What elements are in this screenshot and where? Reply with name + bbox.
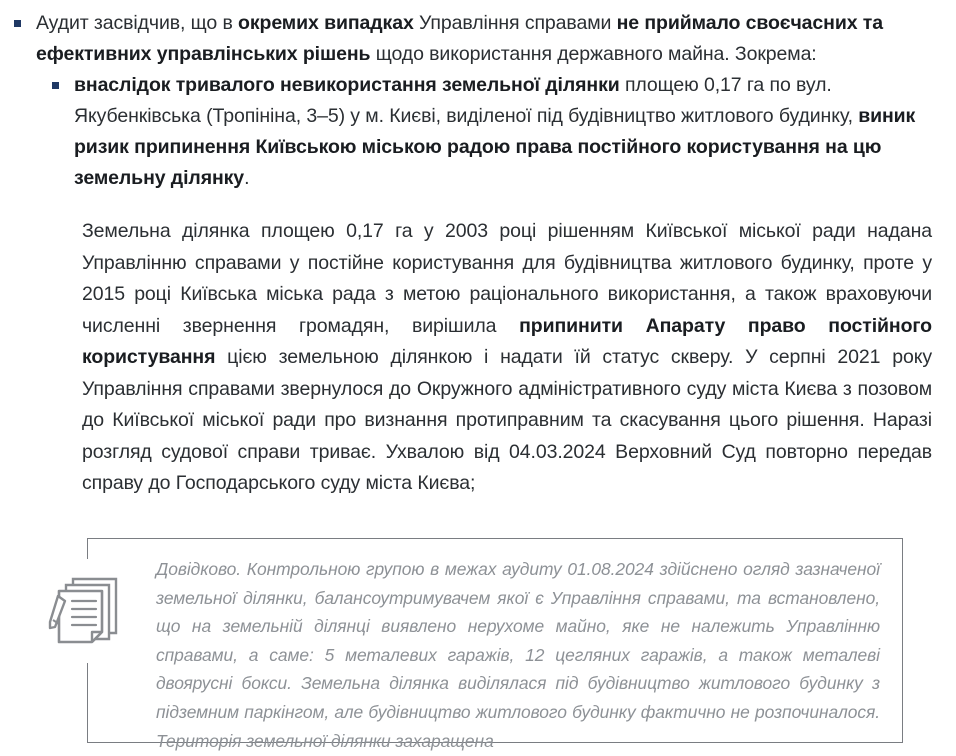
bullet-item-level2 bbox=[0, 70, 956, 194]
documents-with-pen-icon bbox=[36, 559, 140, 663]
bullet-level2-text: внаслідок тривалого невикористання земельної ділянки площею 0,17 га по вул. Якубенківська (Тропініна, 3–5) у м. Києві, виділеної під будівництво житлового будинку, виник ризик припинення Київською міською радою права постійного користування на цю земельну ділянку. bbox=[74, 74, 916, 189]
reference-note-text bbox=[156, 555, 880, 755]
square-bullet-icon bbox=[14, 20, 21, 27]
bullet-level1-text: Аудит засвідчив, що в окремих випадках Управління справами не приймало своєчасних та ефективних управлінських рішень щодо використання державного майна. Зокрема: bbox=[36, 12, 883, 65]
body-paragraph-block bbox=[0, 194, 956, 500]
reference-note-label: Довідково. bbox=[156, 559, 242, 579]
bullet-item-level1 bbox=[0, 0, 956, 70]
body-paragraph-text: Земельна ділянка площею 0,17 га у 2003 році рішенням Київської міської ради надана Управлінню справами у постійне користування для будівництва житлового будинку, проте у 2015 році Київська міська рада з метою раціонального використання, а також враховуючи численні звернення громадян, вирішила припинити Апарату право постійного користування цією земельною ділянкою і надати їй статус скверу. У серпні 2021 року Управління справами звернулося до Окружного адміністративного суду міста Києва з позовом до Київської міської ради про визнання протиправним та скасування цього рішення. Наразі розгляд судової справи триває. Ухвалою від 04.03.2024 Верховний Суд повторно передав справу до Господарського суду міста Києва; bbox=[82, 220, 932, 494]
reference-note-box bbox=[87, 538, 903, 751]
square-bullet-icon bbox=[52, 82, 59, 89]
reference-note-body: Контрольною групою в межах аудиту 01.08.2024 здійснено огляд зазначеної земельної ділянки, балансоутримувачем якої є Управління справами, та встановлено, що на земельній ділянці виявлено нерухоме майно, яке не належить Управлінню справами, а саме: 5 металевих гаражів, 12 цегляних гаражів, а також металеві двоярусні бокси. Земельна ділянка виділялася під будівництво житлового будинку з підземним паркінгом, але будівництво житлового будинку фактично не розпочиналося. Територія земельної ділянки захаращена bbox=[156, 559, 880, 751]
